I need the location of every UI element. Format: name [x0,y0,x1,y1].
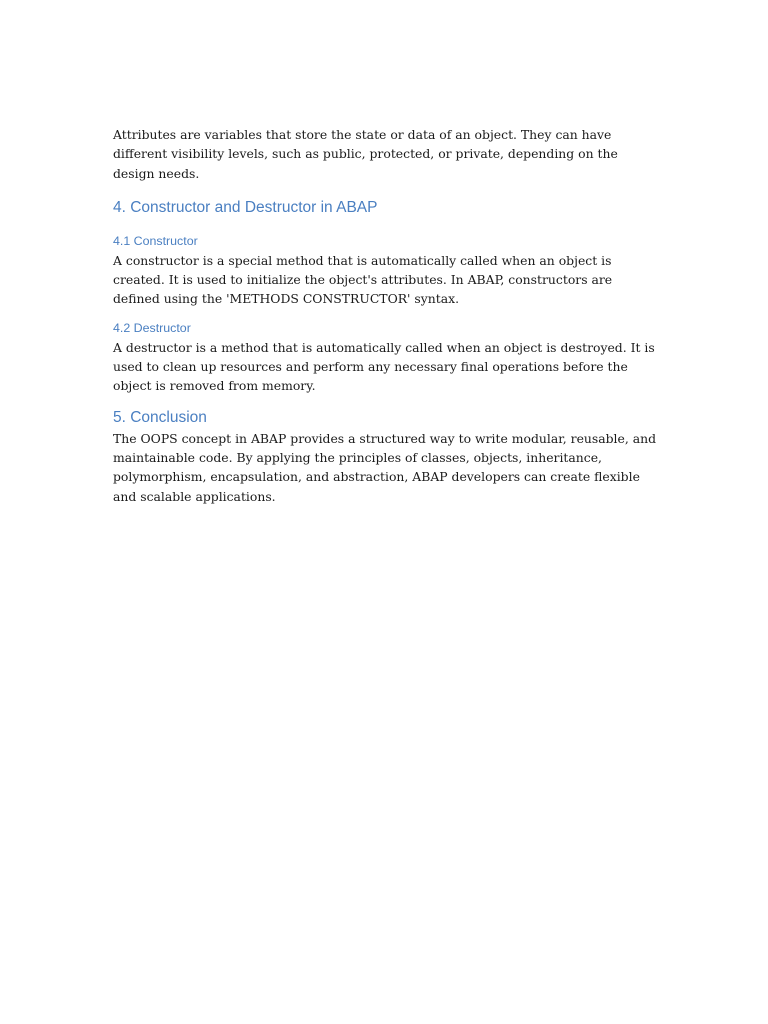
section-4-2-paragraph: A destructor is a method that is automatically called when an object is destroyed. It is used to clean up resources and perform any necessary final operations before the object is removed from memory. [113,339,655,394]
document-content [113,125,658,506]
section-4-1-paragraph: A constructor is a special method that is automatically called when an object is created. It is used to initialize the object's attributes. In ABAP, constructors are defined using the 'METHODS CONSTRUCTOR' syntax. [113,252,613,307]
section-5-paragraph: The OOPS concept in ABAP provides a structured way to write modular, reusable, and maintainable code. By applying the principles of classes, objects, inheritance, polymorphism, encapsulation, and abstraction, ABAP developers can create flexible and scalable applications. [113,430,657,504]
intro-paragraph: Attributes are variables that store the state or data of an object. They can have different visibility levels, such as public, protected, or private, depending on the design needs. [113,127,618,181]
section-4-2-heading: 4.2 Destructor [113,320,191,335]
section-4-1-heading: 4.1 Constructor [113,233,198,248]
section-4-heading: 4. Constructor and Destructor in ABAP [113,198,378,216]
section-5-heading: 5. Conclusion [113,408,207,426]
